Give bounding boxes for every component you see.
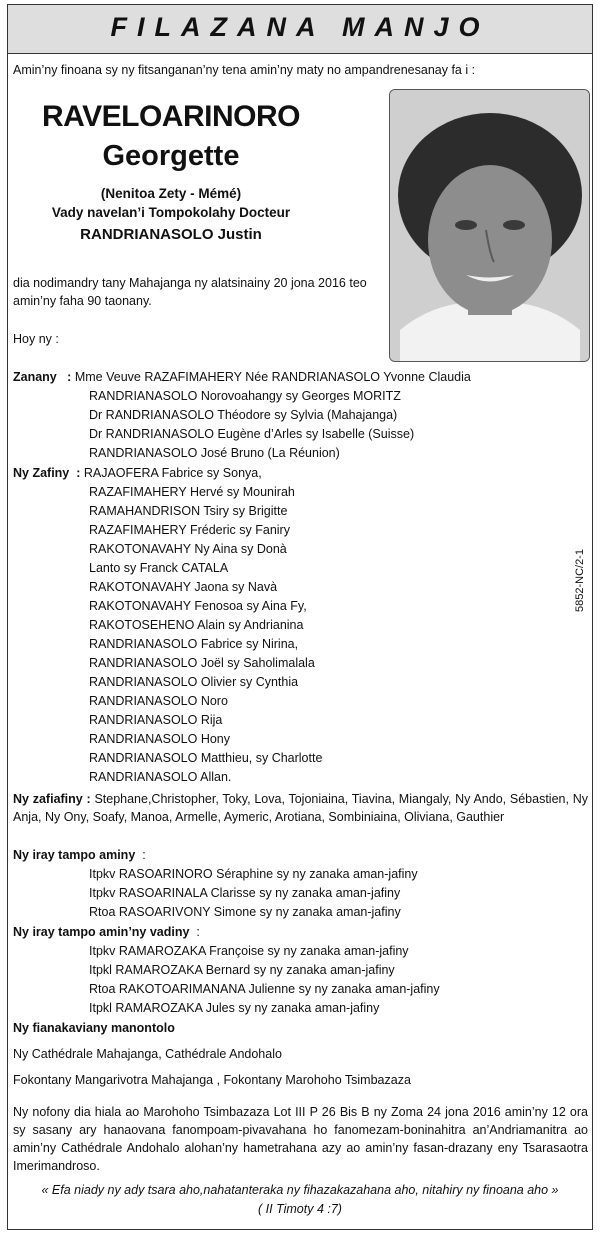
list-item: RAKOTONAVAHY Jaona sy Navà [89,580,278,594]
deceased-firstname: Georgette [102,140,240,172]
notice-body [8,54,592,1230]
list-item: RAJAOFERA Fabrice sy Sonya, [83,466,262,480]
list-item: RANDRIANASOLO Fabrice sy Nirina, [89,637,299,651]
list-item: RAZAFIMAHERY Hervé sy Mounirah [89,485,295,499]
list-item: RANDRIANASOLO Joël sy Saholimalala [89,656,315,670]
iray-aminy-heading [13,848,146,862]
list-item: RANDRIANASOLO Olivier sy Cynthia [89,675,299,689]
notice-title: FILAZANA MANJO [110,12,490,42]
deceased-photo [389,89,590,362]
zafiny-sep: : [69,466,81,480]
list-item: Rtoa RASOARIVONY Simone sy ny zanaka aman-jafiny [89,905,401,919]
death-notice: dia nodimandry tany Mahajanga ny alatsinainy 20 jona 2016 teo amin’ny faha 90 taonany. [13,276,367,308]
list-item: RAMAHANDRISON Tsiry sy Brigitte [89,504,288,518]
list-item: Mme Veuve RAZAFIMAHERY Née RANDRIANASOLO Yvonne Claudia [74,370,471,384]
portrait-image [390,90,589,361]
quote-reference: ( II Timoty 4 :7) [258,1202,342,1216]
spouse-line: Vady navelan’i Tompokolahy Docteur [51,205,291,220]
list-item: RAKOTONAVAHY Fenosoa sy Aina Fy, [89,599,307,613]
zanany-label: Zanany [13,370,57,384]
list-item: RANDRIANASOLO José Bruno (La Réunion) [89,446,340,460]
list-item: RANDRIANASOLO Noro [89,694,228,708]
list-item: Dr RANDRIANASOLO Théodore sy Sylvia (Mahajanga) [89,408,398,422]
list-item: RAKOTOSEHENO Alain sy Andrianina [89,618,304,632]
list-item: Itpkv RASOARINORO Séraphine sy ny zanaka aman-jafiny [89,867,418,881]
list-item: Itpkl RAMAROZAKA Jules sy ny zanaka aman-jafiny [89,1001,380,1015]
zafiafiny-label: Ny zafiafiny : [13,792,91,806]
iray-vadiny-sep: : [189,925,200,939]
list-item: Fokontany Mangarivotra Mahajanga , Fokontany Marohoho Tsimbazaza [13,1073,411,1087]
list-item: RANDRIANASOLO Allan. [89,770,232,784]
spouse-name: RANDRIANASOLO Justin [80,226,262,243]
list-item: RANDRIANASOLO Hony [89,732,231,746]
zanany-row [13,370,471,384]
list-item: Dr RANDRIANASOLO Eugène d’Arles sy Isabelle (Suisse) [89,427,415,441]
list-item: Lanto sy Franck CATALA [89,561,229,575]
list-item: Itpkl RAMAROZAKA Bernard sy ny zanaka aman-jafiny [89,963,395,977]
zafiny-label: Ny Zafiny [13,466,70,480]
iray-aminy-label: Ny iray tampo aminy [13,848,136,862]
list-item: RAZAFIMAHERY Fréderic sy Faniry [89,523,290,537]
list-item: Itpkv RASOARINALA Clarisse sy ny zanaka aman-jafiny [89,886,401,900]
zafiny-row [13,466,262,480]
list-item: Ny Cathédrale Mahajanga, Cathédrale Andohalo [13,1047,282,1061]
list-item: Itpkv RAMAROZAKA Françoise sy ny zanaka aman-jafiny [89,944,409,958]
notice-frame [7,4,593,1230]
deceased-surname: RAVELOARINORO [42,100,300,133]
fianakaviany-label: Ny fianakaviany manontolo [13,1021,175,1035]
list-item: Rtoa RAKOTOARIMANANA Julienne sy ny zanaka aman-jafiny [89,982,440,996]
list-item: RANDRIANASOLO Norovoahangy sy Georges MORITZ [89,389,401,403]
list-item: RANDRIANASOLO Matthieu, sy Charlotte [89,751,323,765]
side-code: 5852-NC/2-1 [574,549,586,612]
deceased-nickname: (Nenitoa Zety - Mémé) [100,186,242,201]
closing-quote: « Efa niady ny ady tsara aho,nahatanteraka ny fihazakazahana aho, nitahiry ny finoana aho » [41,1183,559,1197]
hoy-label: Hoy ny : [13,332,59,346]
iray-vadiny-label: Ny iray tampo amin’ny vadiny [13,925,190,939]
zafiafiny-paragraph [13,790,588,826]
funeral-paragraph: Ny nofony dia hiala ao Marohoho Tsimbazaza Lot III P 26 Bis B ny Zoma 24 jona 2016 amin’ny 12 ora sy sasany ary hanaovana fanompoam-pivavahana ho fanomezam-boninahitra an’Andriamanitra ao amin’ny Cathédrale Andohalo alohan’ny hametrahana azy ao amin’ny fasan-drazany eny Tsarasaotra Imerimandroso. [13,1105,588,1173]
zanany-sep: : [56,370,72,384]
iray-aminy-sep: : [135,848,146,862]
zafiafiny-text: Stephane,Christopher, Toky, Lova, Tojoniaina, Tiavina, Miangaly, Ny Ando, Sébastien, Ny Anja, Ny Ony, Soafy, Manoa, Armelle, Aymeric, Arotiana, Sombiniaina, Oliviana, Gauthier [13,792,588,824]
iray-vadiny-heading [13,925,200,939]
notice-header [8,5,592,54]
intro-text: Amin’ny finoana sy ny fitsanganan’ny tena amin’ny maty no ampandrenesanay fa i : [13,63,476,77]
list-item: RANDRIANASOLO Rija [89,713,223,727]
list-item: RAKOTONAVAHY Ny Aina sy Donà [89,542,287,556]
